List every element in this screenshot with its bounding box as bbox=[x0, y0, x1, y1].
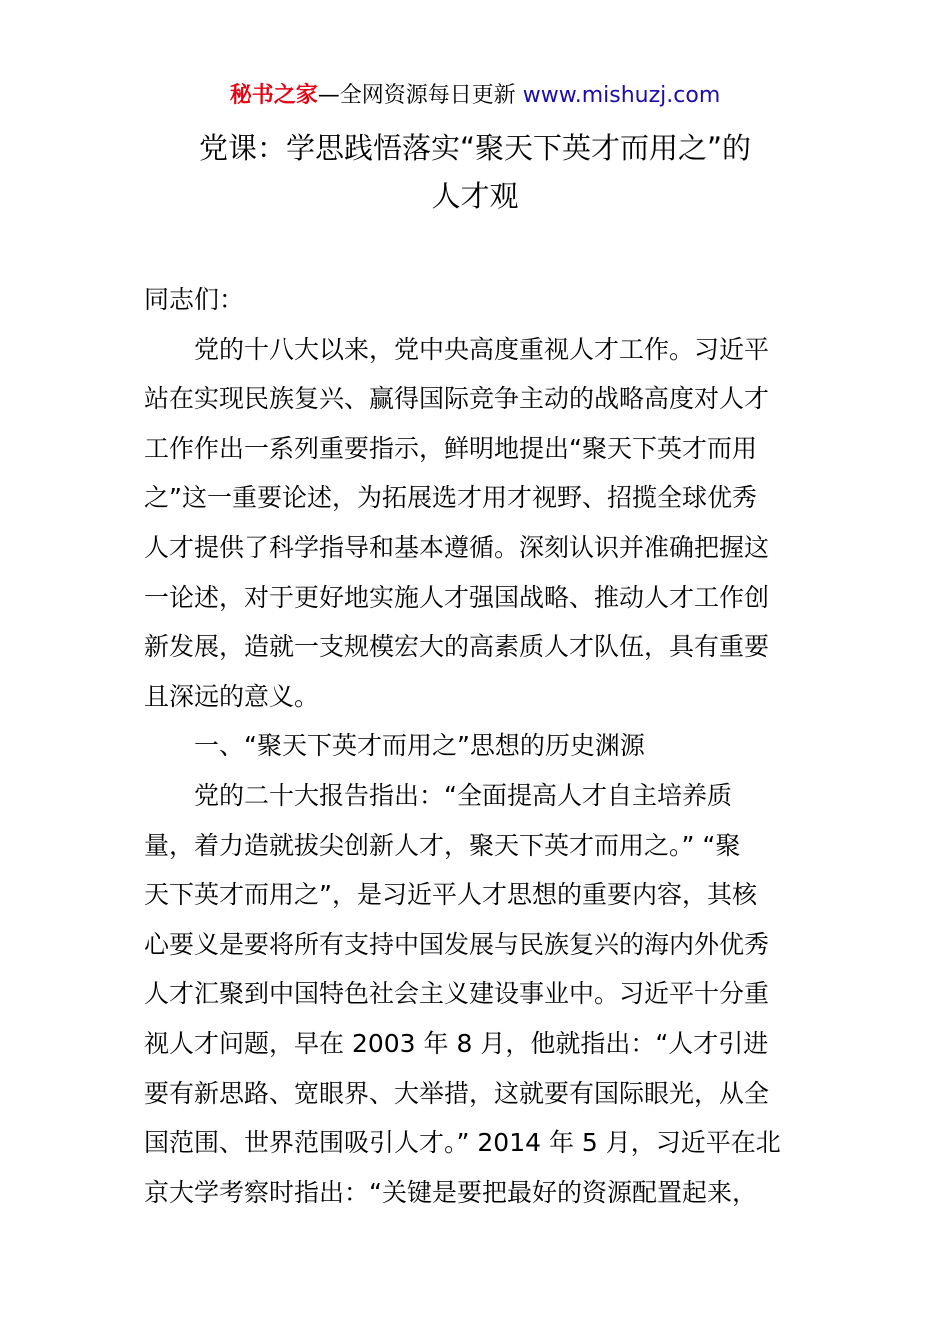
paragraph-line: 站在实现民族复兴、赢得国际竞争主动的战略高度对人才 bbox=[144, 384, 770, 414]
paragraph-line: 心要义是要将所有支持中国发展与民族复兴的海内外优秀 bbox=[144, 929, 770, 959]
site-name: 秘书之家 bbox=[229, 83, 318, 108]
paragraph-line: 党的二十大报告指出：“全面提高人才自主培养质 bbox=[194, 780, 732, 810]
paragraph-line: 天下英才而用之”，是习近平人才思想的重要内容，其核 bbox=[144, 880, 757, 910]
paragraph-line: 人才提供了科学指导和基本遵循。深刻认识并准确把握这 bbox=[144, 532, 770, 562]
paragraph-line: 之”这一重要论述，为拓展选才用才视野、招揽全球优秀 bbox=[144, 483, 757, 513]
site-header bbox=[0, 80, 950, 112]
site-tagline: —全网资源每日更新 bbox=[317, 83, 523, 108]
salutation: 同志们： bbox=[144, 285, 245, 314]
paragraph-line: 新发展，造就一支规模宏大的高素质人才队伍，具有重要 bbox=[144, 632, 770, 662]
title-line-1: 党课：学思践悟落实“聚天下英才而用之”的 bbox=[198, 131, 752, 165]
paragraph-line: 一论述，对于更好地实施人才强国战略、推动人才工作创 bbox=[144, 582, 770, 612]
paragraph-line: 要有新思路、宽眼界、大举措，这就要有国际眼光，从全 bbox=[144, 1078, 770, 1108]
paragraph-line: 党的十八大以来，党中央高度重视人才工作。习近平 bbox=[194, 334, 770, 364]
document-body bbox=[144, 275, 814, 1217]
section-heading: 一、“聚天下英才而用之”思想的历史渊源 bbox=[194, 731, 645, 761]
title-line-2: 人才观 bbox=[431, 179, 519, 213]
document-title bbox=[120, 124, 830, 220]
paragraph-line: 国范围、世界范围吸引人才。” 2014 年 5 月，习近平在北 bbox=[144, 1128, 781, 1158]
site-url-link[interactable]: www.mishuzj.com bbox=[522, 83, 721, 108]
paragraph-line: 量，着力造就拔尖创新人才，聚天下英才而用之。” “聚 bbox=[144, 830, 741, 860]
paragraph-line: 人才汇聚到中国特色社会主义建设事业中。习近平十分重 bbox=[144, 979, 770, 1009]
paragraph-line: 且深远的意义。 bbox=[144, 681, 320, 711]
paragraph-line: 京大学考察时指出：“关键是要把最好的资源配置起来， bbox=[144, 1177, 757, 1207]
paragraph-line: 视人才问题，早在 2003 年 8 月，他就指出：“人才引进 bbox=[144, 1028, 769, 1058]
paragraph-line: 工作作出一系列重要指示，鲜明地提出“聚天下英才而用 bbox=[144, 433, 757, 463]
